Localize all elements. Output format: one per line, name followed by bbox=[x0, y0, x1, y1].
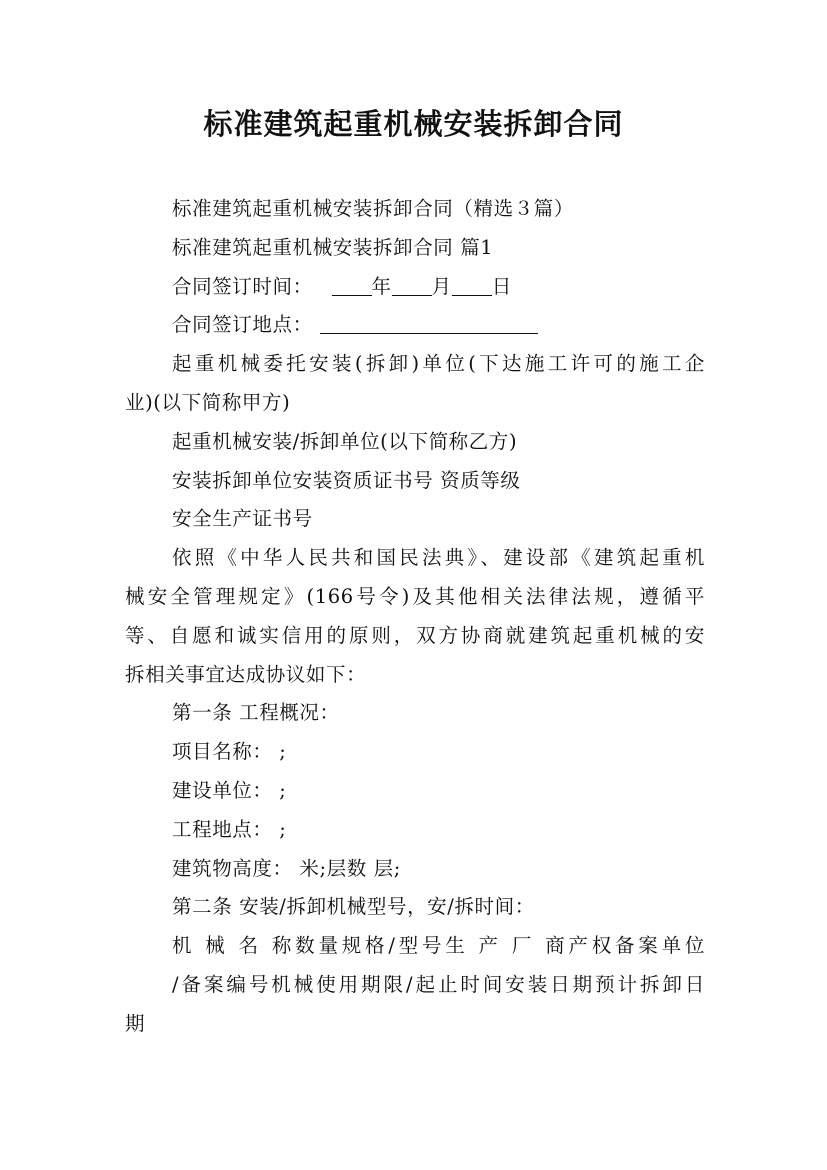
paragraph-line: 起重机械安装/拆卸单位(以下简称乙方) bbox=[172, 429, 518, 453]
day-blank[interactable] bbox=[452, 275, 492, 296]
paragraph-line: 业)(以下简称甲方) bbox=[125, 390, 291, 414]
section-heading: 标准建筑起重机械安装拆卸合同 篇1 bbox=[172, 235, 494, 259]
subtitle-line: 标准建筑起重机械安装拆卸合同（精选３篇） bbox=[172, 197, 575, 220]
sign-place-blank[interactable] bbox=[320, 313, 538, 334]
paragraph-line: 依照《中华人民共和国民法典》、建设部《建筑起重机 bbox=[172, 546, 705, 570]
document-body bbox=[125, 190, 705, 1044]
table-header-line: 期 bbox=[125, 1011, 146, 1035]
month-label: 月 bbox=[431, 274, 452, 298]
article-heading: 第二条 安装/拆卸机械型号，安/拆时间： bbox=[172, 895, 535, 919]
document-title: 标准建筑起重机械安装拆卸合同 bbox=[203, 107, 624, 141]
paragraph-line: 起重机械委托安装(拆卸)单位(下达施工许可的施工企 bbox=[172, 352, 705, 376]
sign-place-label: 合同签订地点： bbox=[172, 313, 313, 337]
month-blank[interactable] bbox=[392, 275, 432, 296]
paragraph-line: 安全生产证书号 bbox=[172, 507, 313, 531]
day-label: 日 bbox=[491, 274, 512, 298]
sign-place-line bbox=[125, 306, 705, 345]
paragraph-line: 拆相关事宜达成协议如下： bbox=[125, 662, 367, 686]
sign-date-label: 合同签订时间： bbox=[172, 274, 313, 298]
sign-date-line bbox=[125, 268, 705, 307]
field-line: 项目名称： ; bbox=[172, 740, 287, 764]
field-line: 建设单位： ; bbox=[172, 778, 287, 802]
field-line: 工程地点： ; bbox=[172, 817, 287, 841]
table-header-line: /备案编号机械使用期限/起止时间安装日期预计拆卸日 bbox=[172, 972, 705, 996]
paragraph-line: 械安全管理规定》(166号令)及其他相关法律法规，遵循平 bbox=[125, 584, 705, 608]
paragraph-line: 等、自愿和诚实信用的原则，双方协商就建筑起重机械的安 bbox=[125, 623, 705, 647]
field-line: 建筑物高度： 米;层数 层; bbox=[172, 856, 401, 880]
article-heading: 第一条 工程概况： bbox=[172, 701, 340, 725]
paragraph-line: 安装拆卸单位安装资质证书号 资质等级 bbox=[172, 468, 521, 492]
table-header-line: 机 械 名 称数量规格/型号生 产 厂 商产权备案单位 bbox=[172, 934, 705, 958]
year-label: 年 bbox=[371, 274, 392, 298]
year-blank[interactable] bbox=[332, 275, 372, 296]
